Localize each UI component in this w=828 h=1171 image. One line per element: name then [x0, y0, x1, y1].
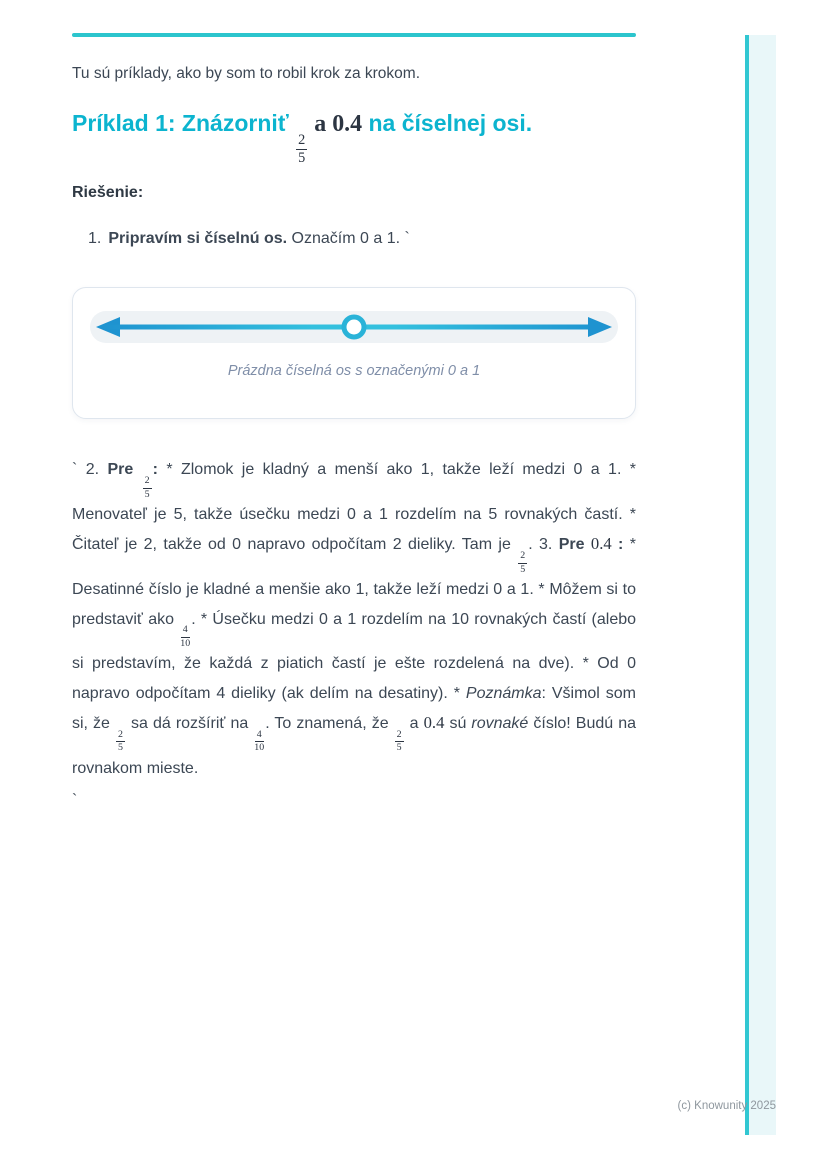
text-segment: sa dá rozšíriť na — [125, 715, 254, 732]
axis-point-marker — [342, 315, 367, 340]
text-segment: . * Úsečku medzi 0 a 1 rozdelím na 10 rovnakých častí (alebo si predstavím, že každá z piatich častí je ešte rozdelená na dve). * Od 0 napravo odpočítam 4 dieliky (ak delím na desatiny). * — [72, 610, 637, 702]
text-segment: ` 2. — [72, 461, 108, 479]
figure-card — [72, 287, 636, 419]
text-segment: . To znamená, že — [265, 715, 394, 732]
fraction: $\frac{2}{5}$ — [396, 728, 402, 754]
number-line-figure — [90, 311, 618, 343]
text-segment: a 0.4 — [308, 111, 363, 138]
text-segment: Poznámka — [465, 684, 542, 702]
stray-backtick: ` — [72, 792, 78, 810]
step-item — [72, 226, 636, 252]
text-segment: a — [404, 715, 424, 732]
text-segment: . 3. — [528, 536, 559, 554]
text-segment: : — [611, 536, 624, 554]
text-segment: Pre — [107, 461, 142, 479]
text-segment: 0.4 — [423, 713, 445, 732]
text-segment: : — [152, 461, 158, 479]
intro-text: Tu sú príklady, ako by som to robil krok za krokom. — [72, 65, 421, 82]
right-arrowhead-icon — [588, 317, 612, 337]
fraction: $\frac{2}{5}$ — [118, 728, 123, 754]
text-segment: Pre — [558, 536, 591, 554]
content-column — [72, 0, 636, 816]
fraction: $\frac{2}{5}$ — [144, 475, 150, 500]
fraction: $\frac{4}{10}$ — [180, 624, 191, 649]
text-segment: Príklad 1: Znázorniť — [72, 110, 296, 137]
text-segment: * Zlomok je kladný a menší ako 1, takže leží medzi 0 a 1. * Menovateľ je 5, takže úsečku medzi 0 a 1 rozdelím na 5 rovnakých častí. * Čitateľ je 2, takže od 0 napravo odpočítam 2 dieliky. Tam je — [72, 461, 637, 554]
text-segment: rovnaké — [471, 715, 529, 732]
text-segment: Pripravím si číselnú os. — [108, 229, 288, 247]
text-segment: sú — [444, 715, 472, 732]
text-segment: Označím 0 a 1. ` — [287, 229, 410, 247]
step-number: 1. — [88, 229, 102, 247]
solution-body-text — [72, 455, 636, 783]
side-accent-band — [745, 35, 776, 1135]
text-segment: na číselnej osi. — [362, 110, 533, 137]
footer-copyright: (c) Knowunity 2025 — [677, 1100, 776, 1112]
text-segment: * Desatinné číslo je kladné a menšie ako 1, takže leží medzi 0 a 1. * Môžem si to predstaviť ako — [72, 536, 636, 628]
step-text — [108, 230, 409, 247]
example-heading — [72, 107, 636, 166]
text-segment: 0.4 — [590, 534, 612, 554]
fraction: $\frac{2}{5}$ — [298, 131, 306, 166]
text-segment: číslo! Budú na rovnakom mieste. — [72, 715, 636, 777]
solution-label: Riešenie: — [72, 183, 144, 201]
figure-caption: Prázdna číselná os s označenými 0 a 1 — [227, 363, 481, 380]
text-segment: : Všimol som si, že — [72, 684, 636, 732]
fraction: $\frac{4}{10}$ — [254, 728, 265, 754]
fraction: $\frac{2}{5}$ — [520, 550, 526, 575]
